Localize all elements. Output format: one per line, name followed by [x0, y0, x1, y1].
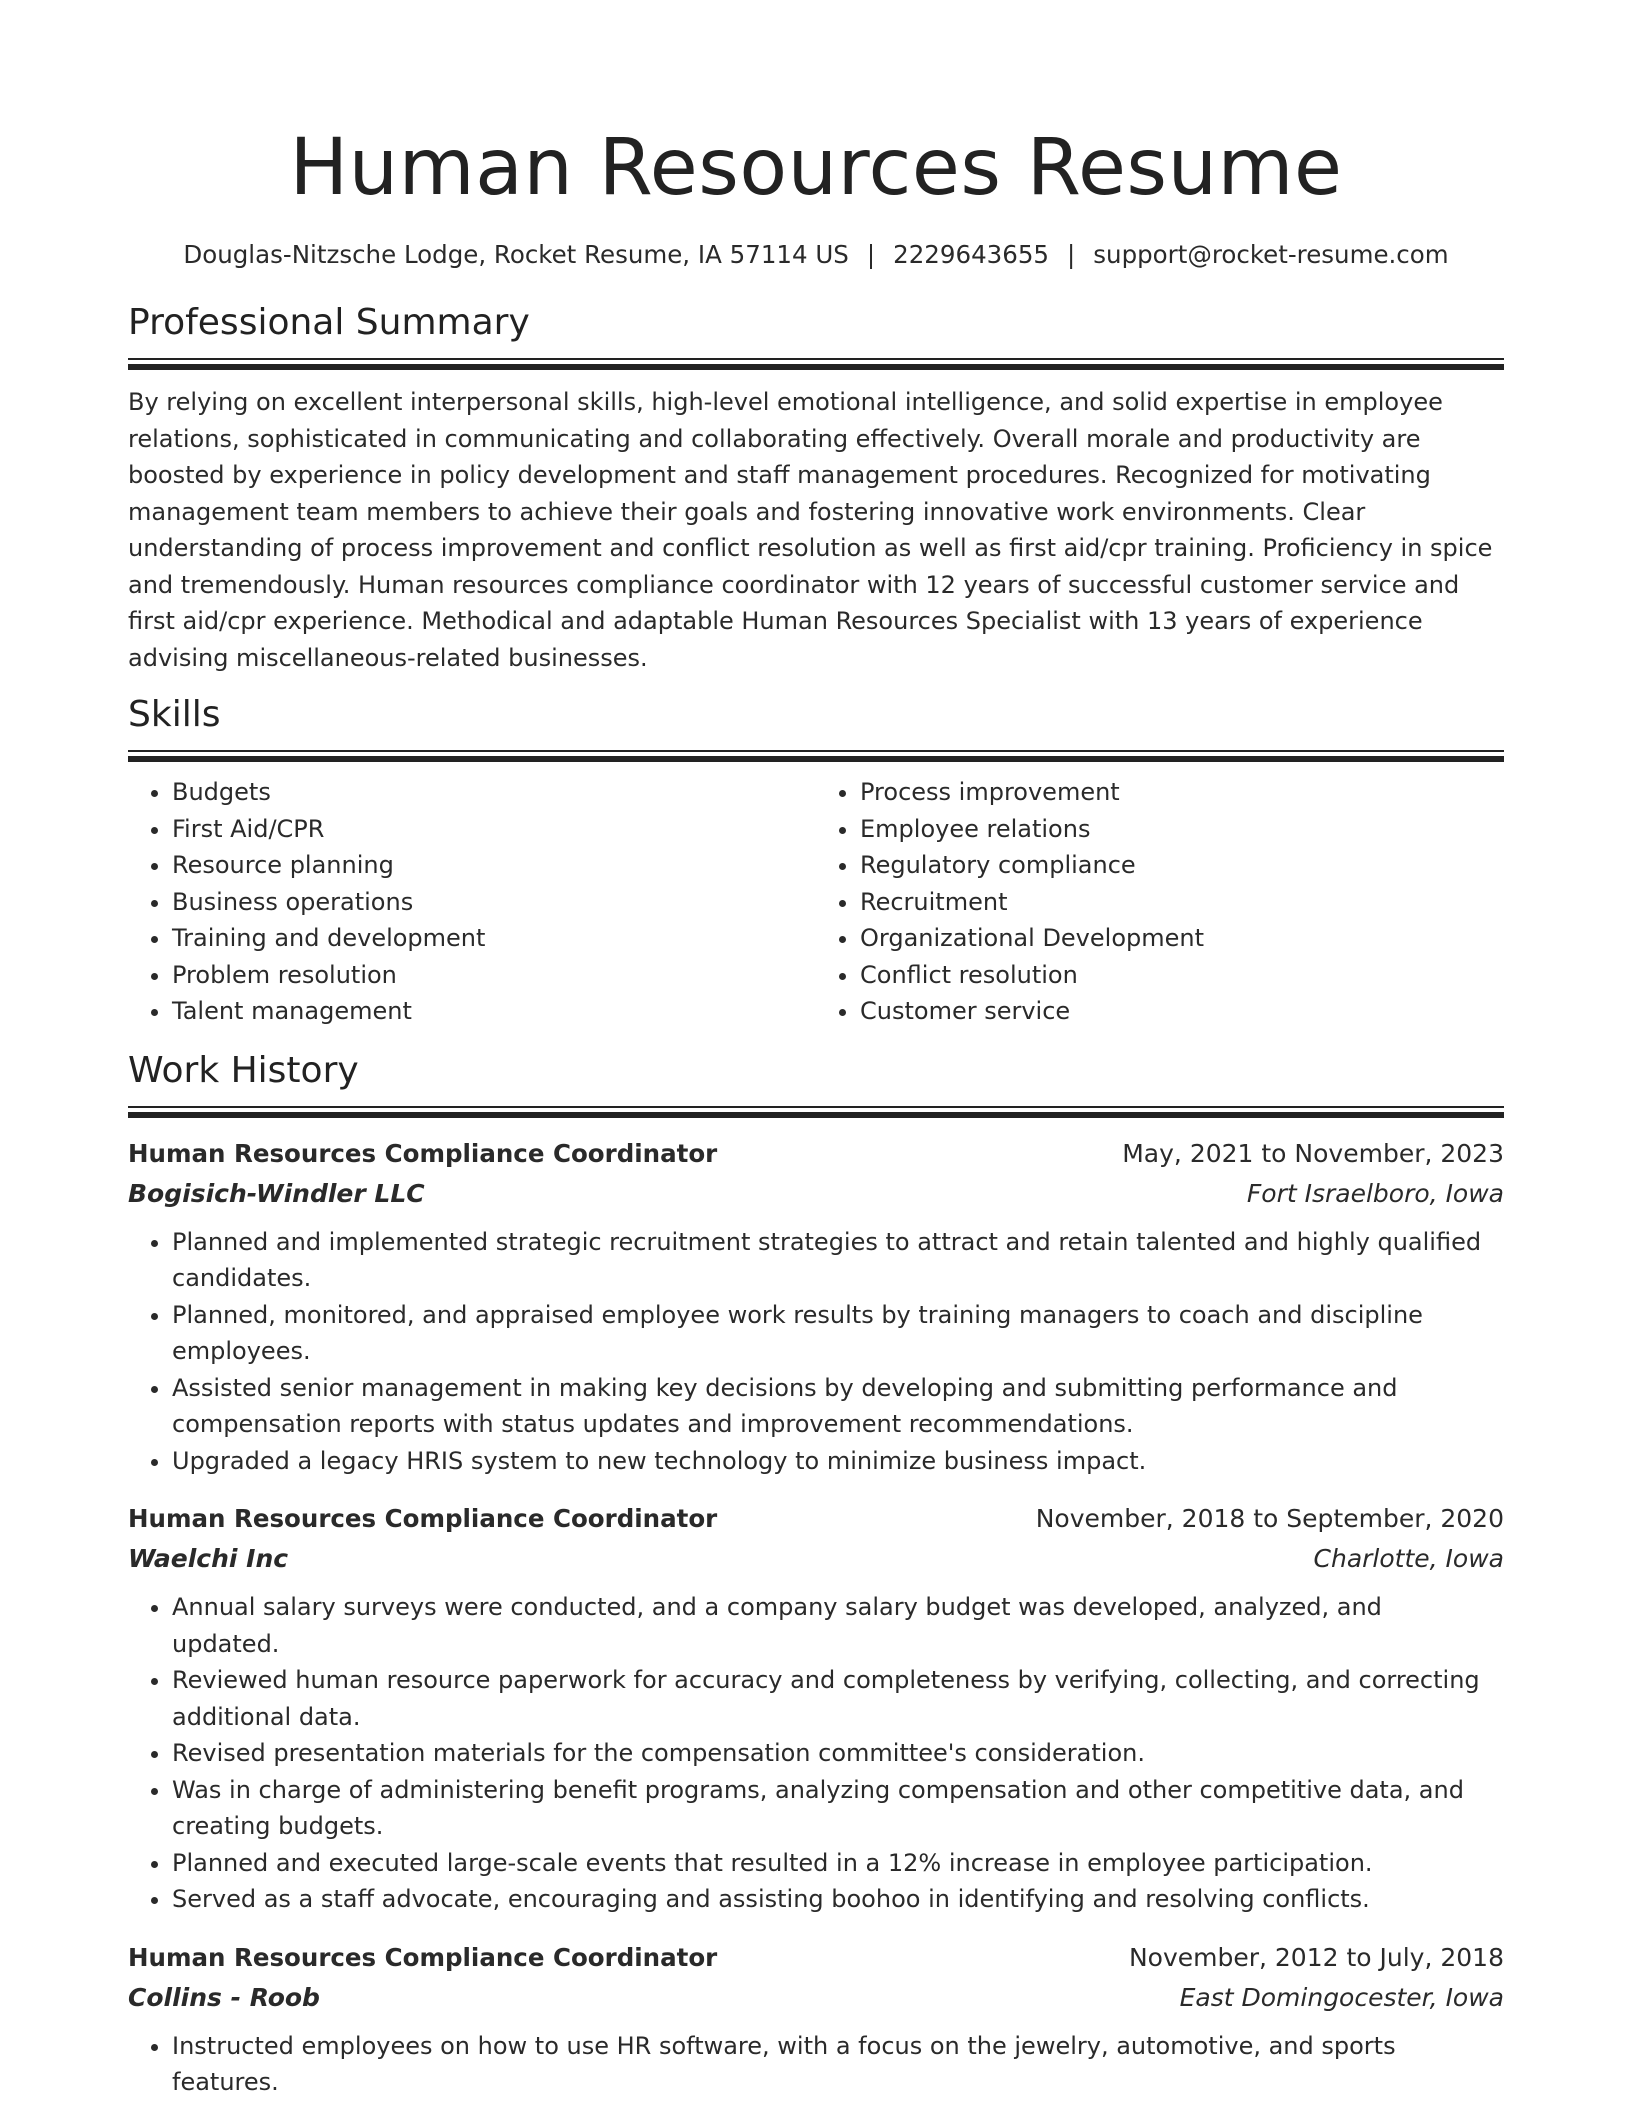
skill-item: • Budgets: [172, 774, 816, 811]
skills-list-right: [816, 774, 1504, 1030]
job-company: Collins - Roob: [128, 1982, 320, 2012]
job-header-row: [128, 1134, 1504, 1174]
skill-item: • Training and development: [172, 920, 816, 957]
job-dates: May, 2021 to November, 2023: [1122, 1138, 1504, 1168]
job-location: East Domingocester, Iowa: [1179, 1982, 1504, 2012]
job-bullet: • Reviewed human resource paperwork for accuracy and completeness by verifying, collecting, and correcting additional data.: [172, 1662, 1504, 1735]
skill-item: • Talent management: [172, 993, 816, 1030]
job-title: Human Resources Compliance Coordinator: [128, 1138, 718, 1168]
skill-item: • Process improvement: [860, 774, 1504, 811]
skill-item: • Organizational Development: [860, 920, 1504, 957]
job-bullet: • Planned and implemented strategic recruitment strategies to attract and retain talented and highly qualified candidates.: [172, 1224, 1504, 1297]
job-location: Fort Israelboro, Iowa: [1246, 1178, 1504, 1208]
section-heading: Work History: [128, 1049, 359, 1091]
job-entry: [128, 1134, 1504, 1480]
skill-item: • Employee relations: [860, 811, 1504, 848]
contact-phone: 2229643655: [893, 240, 1050, 269]
section-divider: [128, 750, 1504, 762]
skills-list-left: [128, 774, 816, 1030]
skill-item: • Conflict resolution: [860, 957, 1504, 994]
job-entry: [128, 1499, 1504, 1918]
skill-item: • Business operations: [172, 884, 816, 921]
skill-item: • Resource planning: [172, 847, 816, 884]
job-company-row: [128, 1978, 1504, 2018]
job-company-row: [128, 1539, 1504, 1579]
section-divider: [128, 1106, 1504, 1118]
skills-grid: [128, 774, 1504, 1030]
summary-text: By relying on excellent interpersonal skills, high-level emotional intelligence, and solid expertise in employee relations, sophisticated in communicating and collaborating effectively. Overall morale and productivity are boosted by experience in policy development and staff management procedures. Recognized for motivating management team members to achieve their goals and fostering innovative work environments. Clear understanding of process improvement and conflict resolution as well as first aid/cpr training. Proficiency in spice and tremendously. Human resources compliance coordinator with 12 years of successful customer service and first aid/cpr experience. Methodical and adaptable Human Resources Specialist with 13 years of experience advising miscellaneous-related businesses.: [128, 388, 1493, 672]
skill-item: • Problem resolution: [172, 957, 816, 994]
job-bullet: • Served as a staff advocate, encouraging and assisting boohoo in identifying and resolving conflicts.: [172, 1881, 1504, 1918]
skills-section: [128, 690, 1504, 1030]
professional-summary-section: [128, 298, 1504, 676]
job-dates: November, 2012 to July, 2018: [1128, 1942, 1504, 1972]
job-bullet: • Revised presentation materials for the compensation committee's consideration.: [172, 1735, 1504, 1772]
job-title: Human Resources Compliance Coordinator: [128, 1942, 718, 1972]
job-dates: November, 2018 to September, 2020: [1035, 1504, 1504, 1533]
job-bullets: [128, 1224, 1504, 1480]
job-title: Human Resources Compliance Coordinator: [128, 1504, 718, 1533]
job-company: Bogisich-Windler LLC: [128, 1178, 425, 1208]
job-company-row: [128, 1174, 1504, 1214]
job-entry: [128, 1938, 1504, 2101]
job-bullet: • Annual salary surveys were conducted, and a company salary budget was developed, analyzed, and updated.: [172, 1589, 1504, 1662]
section-heading: Professional Summary: [128, 302, 530, 343]
work-history-section: [128, 1046, 1504, 2101]
job-bullet: • Upgraded a legacy HRIS system to new technology to minimize business impact.: [172, 1443, 1504, 1480]
contact-separator: |: [1067, 240, 1076, 269]
skill-item: • First Aid/CPR: [172, 811, 816, 848]
job-bullets: [128, 2028, 1504, 2101]
job-bullet: • Planned and executed large-scale events that resulted in a 12% increase in employee participation.: [172, 1845, 1504, 1882]
skill-item: • Customer service: [860, 993, 1504, 1030]
contact-separator: |: [866, 240, 876, 269]
job-header-row: [128, 1499, 1504, 1539]
resume-title: Human Resources Resume: [289, 123, 1343, 213]
skill-item: • Recruitment: [860, 884, 1504, 921]
job-bullet: • Assisted senior management in making key decisions by developing and submitting performance and compensation reports with status updates and improvement recommendations.: [172, 1370, 1504, 1443]
section-heading: Skills: [128, 694, 221, 735]
job-company: Waelchi Inc: [128, 1544, 289, 1573]
job-header-row: [128, 1938, 1504, 1978]
section-divider: [128, 358, 1504, 370]
contact-address: Douglas-Nitzsche Lodge, Rocket Resume, IA 57114 US: [183, 240, 849, 269]
job-location: Charlotte, Iowa: [1313, 1544, 1504, 1573]
job-bullet: • Was in charge of administering benefit programs, analyzing compensation and other competitive data, and creating budgets.: [172, 1772, 1504, 1845]
job-bullet: • Instructed employees on how to use HR software, with a focus on the jewelry, automotive, and sports features.: [172, 2028, 1504, 2101]
job-bullets: [128, 1589, 1504, 1918]
contact-email[interactable]: support@rocket-resume.com: [1093, 240, 1449, 269]
job-bullet: • Planned, monitored, and appraised employee work results by training managers to coach and discipline employees.: [172, 1297, 1504, 1370]
skill-item: • Regulatory compliance: [860, 847, 1504, 884]
contact-line: [128, 238, 1504, 272]
